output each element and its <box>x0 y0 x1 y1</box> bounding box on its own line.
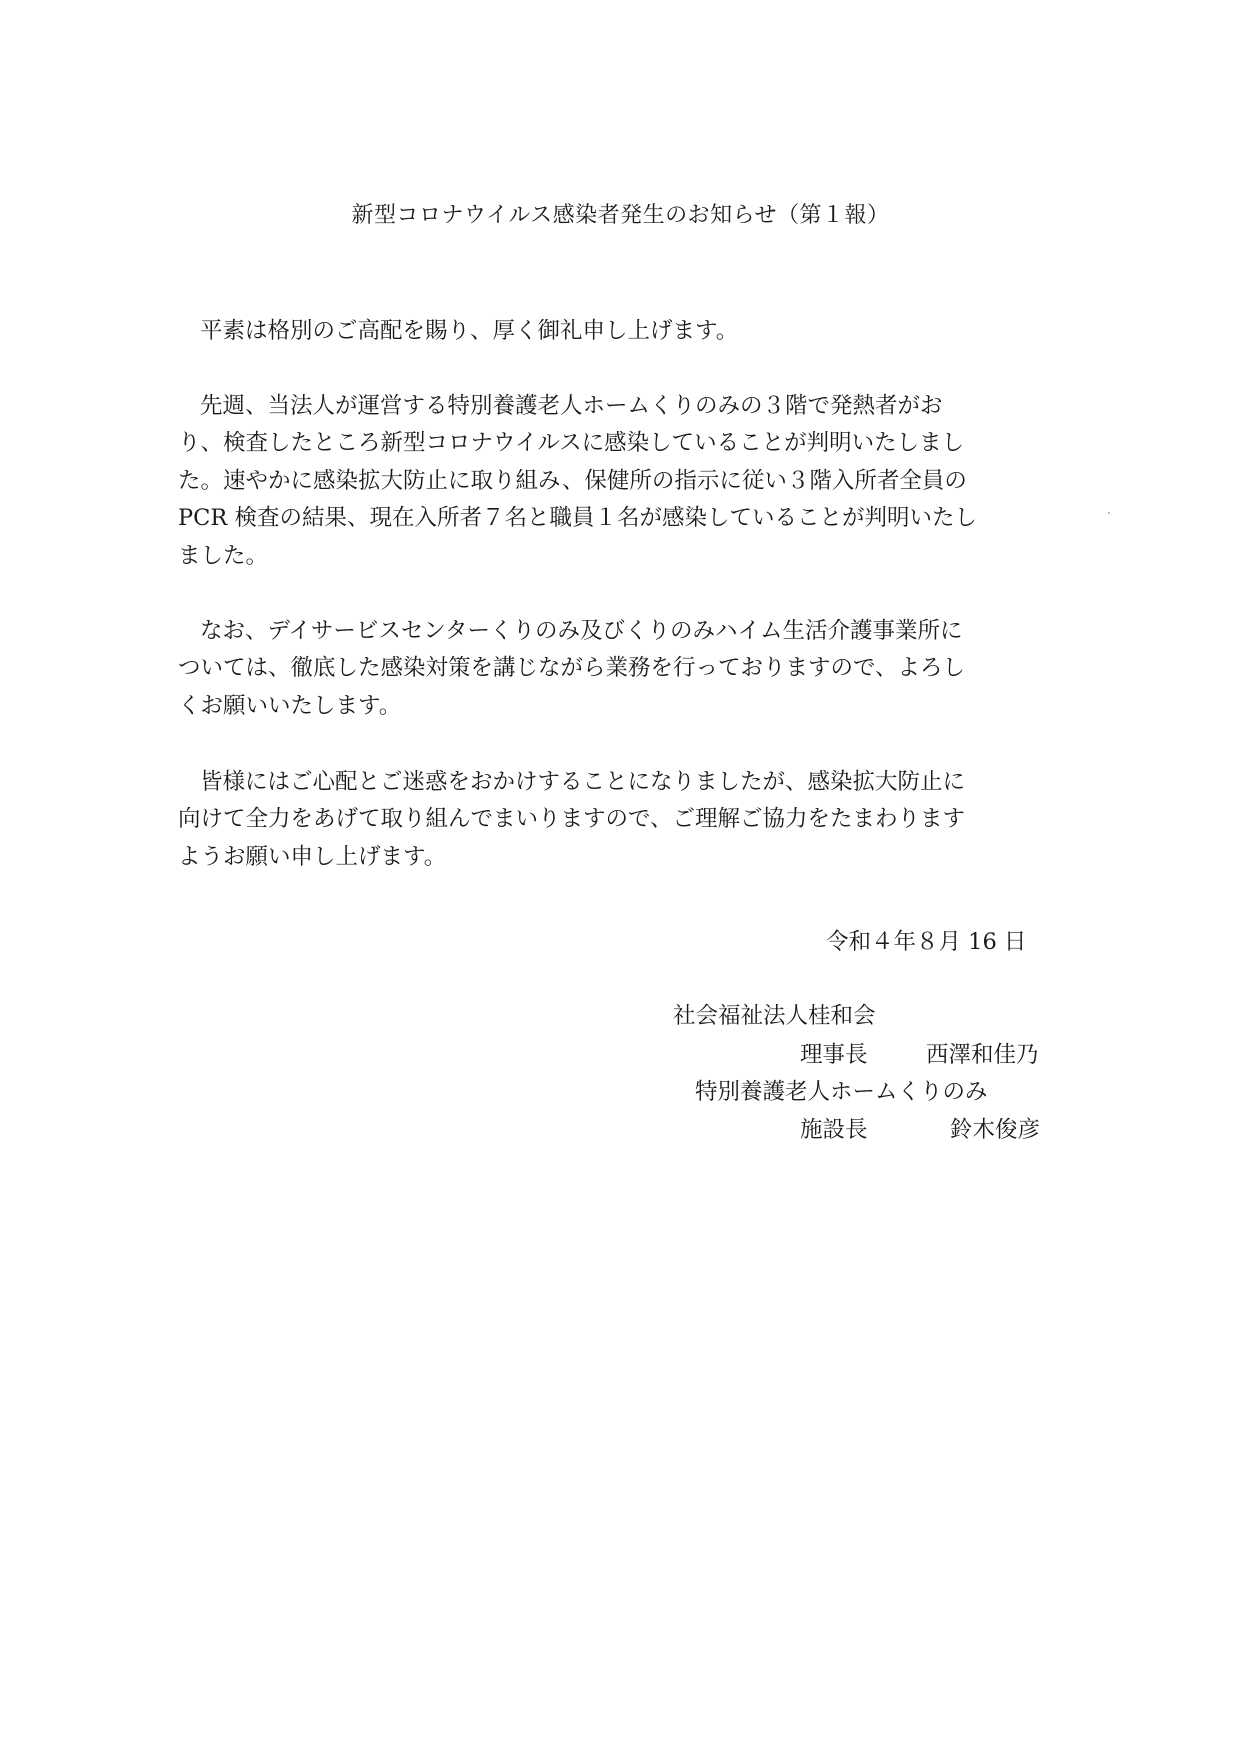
paragraph-2-line-5: ました。 <box>178 543 269 569</box>
paragraph-3-line-1: なお、デイサービスセンターくりのみ及びくりのみハイム生活介護事業所に <box>200 618 963 644</box>
scan-speck <box>1108 512 1110 514</box>
paragraph-4-line-1: 皆様にはご心配とご迷惑をおかけすることになりましたが、感染拡大防止に <box>200 769 966 795</box>
paragraph-4-line-3: ようお願い申し上げます。 <box>178 844 447 870</box>
signature-director-title: 施設長 <box>800 1117 868 1143</box>
notice-title: 新型コロナウイルス感染者発生のお知らせ（第１報） <box>351 203 890 228</box>
signature-organization: 社会福祉法人桂和会 <box>673 1003 876 1029</box>
paragraph-2-line-3: た。速やかに感染拡大防止に取り組み、保健所の指示に従い３階入所者全員の <box>178 468 967 494</box>
paragraph-3-line-2: ついては、徹底した感染対策を講じながら業務を行っておりますので、よろし <box>178 655 966 681</box>
paragraph-2-line-2: り、検査したところ新型コロナウイルスに感染していることが判明いたしまし <box>178 430 965 456</box>
paragraph-2-line-4: PCR 検査の結果、現在入所者７名と職員１名が感染していることが判明いたし <box>178 505 977 531</box>
signature-director-name: 鈴木俊彦 <box>950 1117 1041 1143</box>
paragraph-4-line-2: 向けて全力をあげて取り組んでまいりますので、ご理解ご協力をたまわります <box>178 806 966 832</box>
signature-facility: 特別養護老人ホームくりのみ <box>695 1079 988 1105</box>
paragraph-1-line-1: 平素は格別のご高配を賜り、厚く御礼申し上げます。 <box>200 318 739 344</box>
paragraph-2-line-1: 先週、当法人が運営する特別養護老人ホームくりのみの３階で発熱者がお <box>200 393 943 419</box>
notice-date: 令和４年８月 16 日 <box>826 929 1027 955</box>
signature-chair-title: 理事長 <box>800 1042 868 1068</box>
signature-chair-name: 西澤和佳乃 <box>926 1042 1039 1068</box>
paragraph-3-line-3: くお願いいたします。 <box>178 693 402 719</box>
